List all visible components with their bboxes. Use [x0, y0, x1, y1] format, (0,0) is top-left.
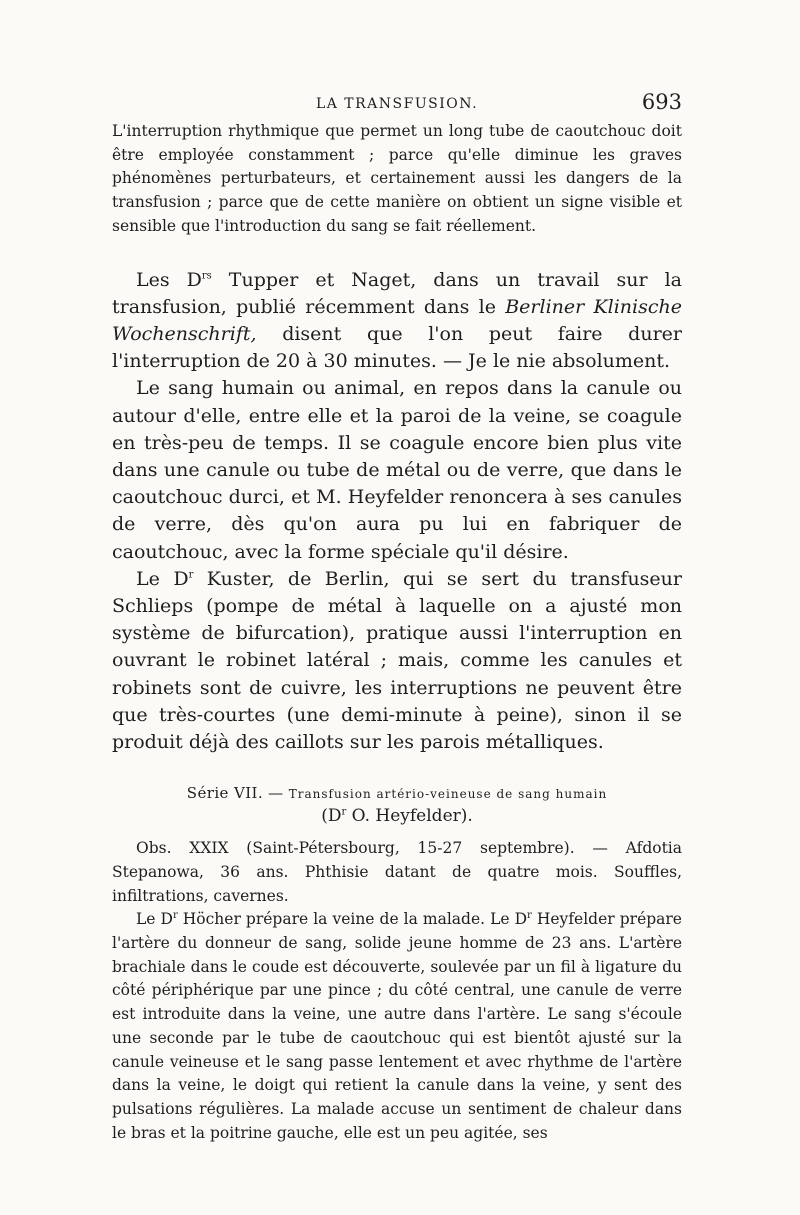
- superscript: r: [527, 910, 532, 922]
- book-page: [112, 90, 682, 1145]
- text: Le D: [136, 567, 189, 590]
- dash: —: [263, 784, 289, 803]
- running-title: LA TRANSFUSION.: [315, 96, 479, 112]
- paragraph-tupper-naget: [112, 267, 682, 376]
- page-number: 693: [641, 90, 682, 114]
- superscript: rs: [201, 270, 212, 282]
- section-heading: [112, 782, 682, 827]
- paragraph-kuster: [112, 566, 682, 756]
- series-label: Série VII.: [186, 784, 264, 803]
- text: Höcher prépare la veine de la malade. Le D: [177, 910, 528, 929]
- text: (D: [321, 806, 342, 827]
- series-author: [112, 805, 682, 827]
- observation-paragraph: [112, 837, 682, 908]
- observation-label: Obs. XXIX: [136, 839, 229, 858]
- text: disent que l'on peut faire durer l'interruption de 20 à 30 minutes. — Je le nie absolument.: [112, 322, 682, 373]
- text: Heyfelder prépare l'artère du donneur de sang, solide jeune homme de 23 ans. L'artère brachiale dans le coude est découverte, soulevée par un fil à ligature du côté périphérique par une pince ; du côté central, une canule de verre est introduite dans la veine, une autre dans l'artère. Le sang s'écoule une seconde par le tube de caoutchouc qui est bientôt ajusté sur la canule veineuse et le sang passe lentement et avec rhythme de l'artère dans la veine, le doigt qui retient la canule dans la veine, y sent des pulsations régulières. La malade accuse un sentiment de chaleur dans le bras et la poitrine gauche, elle est un peu agitée, ses: [112, 910, 682, 1142]
- paragraph-procedure: [112, 908, 682, 1145]
- text: Kuster, de Berlin, qui se sert du transfuseur Schlieps (pompe de métal à laquelle on a ajusté mon système de bifurcation), pratique aussi l'interruption en ouvrant le robinet latéral ; mais, comme les canules et robinets sont de cuivre, les interruptions ne peuvent être que très-courtes (une demi-minute à peine), sinon il se produit déjà des caillots sur les parois métalliques.: [112, 567, 682, 753]
- text: Les D: [136, 268, 202, 291]
- running-head: [112, 90, 682, 120]
- text: Le D: [136, 910, 173, 929]
- text: (Saint-Pétersbourg, 15-27 septembre). — Afdotia Stepanowa, 36 ans. Phthisie datant de quatre mois. Souffles, infiltrations, cavernes.: [112, 839, 682, 905]
- journal-title: Berliner Klinische Wochenschrift,: [112, 295, 682, 345]
- superscript: r: [188, 569, 194, 581]
- paragraph-coagulation: Le sang humain ou animal, en repos dans la canule ou autour d'elle, entre elle et la paroi de la veine, se coagule en très-peu de temps. Il se coagule encore bien plus vite dans une canule ou tube de métal ou de verre, que dans le caoutchouc durci, et M. Heyfelder renoncera à ses canules de verre, dès qu'on aura pu lui en fabriquer de caoutchouc, avec la forme spéciale qu'il désire.: [112, 377, 682, 563]
- series-heading: [112, 782, 682, 805]
- paragraph-interruption: L'interruption rhythmique que permet un long tube de caoutchouc doit être employée constamment ; parce qu'elle diminue les graves phénomènes perturbateurs, et certainement aussi les dangers de la transfusion ; parce que de cette manière on obtient un signe visible et sensible que l'introduction du sang se fait réellement.: [112, 122, 682, 235]
- text: Tupper et Naget, dans un travail sur la transfusion, publié récemment dans le: [112, 268, 682, 318]
- superscript: r: [341, 806, 347, 818]
- superscript: r: [172, 910, 178, 922]
- text: O. Heyfelder).: [346, 806, 473, 827]
- series-title: Transfusion artério-veineuse de sang humain: [288, 787, 608, 802]
